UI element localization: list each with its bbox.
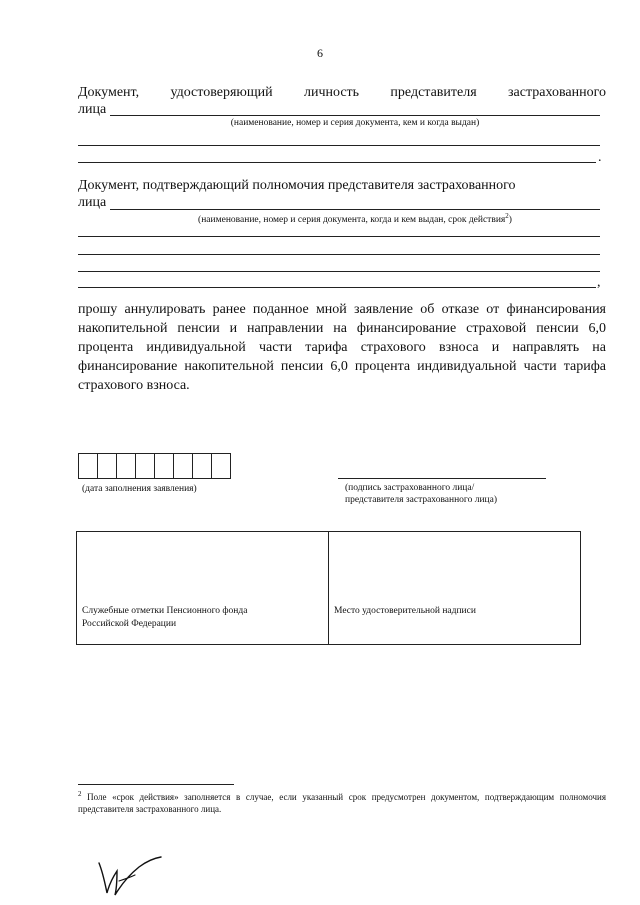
pension-fund-marks-label [82,605,247,631]
rep-authority-field-line[interactable] [78,271,600,272]
date-digit-box[interactable] [211,453,231,479]
rep-identity-end-mark: . [598,150,602,165]
rep-identity-caption: (наименование, номер и серия документа, кем и когда выдан) [230,118,480,128]
rep-identity-field-line[interactable] [78,162,596,163]
rep-authority-caption [110,212,600,225]
heading-word: Документ, [78,85,140,100]
rep-authority-lead: лица [78,195,107,210]
footnote-mark: 2 [78,790,82,798]
footnote-separator [78,784,234,785]
rep-authority-heading: Документ, подтверждающий полномочия представителя застрахованного [78,178,516,193]
heading-word: удостоверяющий [170,85,273,100]
caption-text: (наименование, номер и серия документа, когда и кем выдан, срок действия [198,215,506,226]
date-digit-box[interactable] [173,453,193,479]
label-line: Российской Федерации [82,619,177,629]
certification-place-cell [329,532,580,644]
signature-line[interactable] [338,478,546,479]
page-number: 6 [317,46,323,60]
rep-authority-field-line[interactable] [110,209,600,210]
rep-identity-field-line[interactable] [110,115,600,116]
footnote [78,788,606,815]
certification-place-label: Место удостоверительной надписи [334,606,476,616]
rep-authority-field-line[interactable] [78,254,600,255]
footnote-ref: 2 [505,212,509,220]
pension-fund-marks-cell [77,532,329,644]
date-digit-box[interactable] [97,453,117,479]
signature-caption-line-1: (подпись застрахованного лица/ [345,483,475,493]
heading-word: застрахованного [508,85,606,100]
caption-close: ) [508,215,512,226]
rep-identity-lead: лица [78,102,107,117]
label-line: Служебные отметки Пенсионного фонда [82,606,248,616]
signature-caption-line-2: представителя застрахованного лица) [345,495,498,505]
date-digit-box[interactable] [135,453,155,479]
request-paragraph: прошу аннулировать ранее поданное мной заявление об отказе от финансирования накопительной пенсии и направлении на финансирование страховой пенсии 6,0 процента индивидуальной части тарифа страхового взноса и направлять на финансирование накопительной пенсии 6,0 процента индивидуальной части тарифа страхового взноса. [78,302,606,393]
official-marks-table [76,531,581,645]
rep-identity-field-line[interactable] [78,145,600,146]
heading-word: представителя [390,85,477,100]
rep-authority-end-mark: , [597,275,601,290]
handwritten-initials [95,855,165,900]
heading-word: личность [303,85,360,100]
date-digit-box[interactable] [192,453,212,479]
date-digit-box[interactable] [116,453,136,479]
rep-authority-field-line[interactable] [78,287,596,288]
date-input-boxes[interactable] [78,453,231,479]
date-caption: (дата заполнения заявления) [82,484,197,494]
rep-identity-heading [78,84,606,101]
date-digit-box[interactable] [154,453,174,479]
footnote-text: Поле «срок действия» заполняется в случае, если указанный срок предусмотрен документом, подтверждающим полномочия представителя застрахованного лица. [78,792,607,814]
date-digit-box[interactable] [78,453,98,479]
rep-authority-field-line[interactable] [78,236,600,237]
